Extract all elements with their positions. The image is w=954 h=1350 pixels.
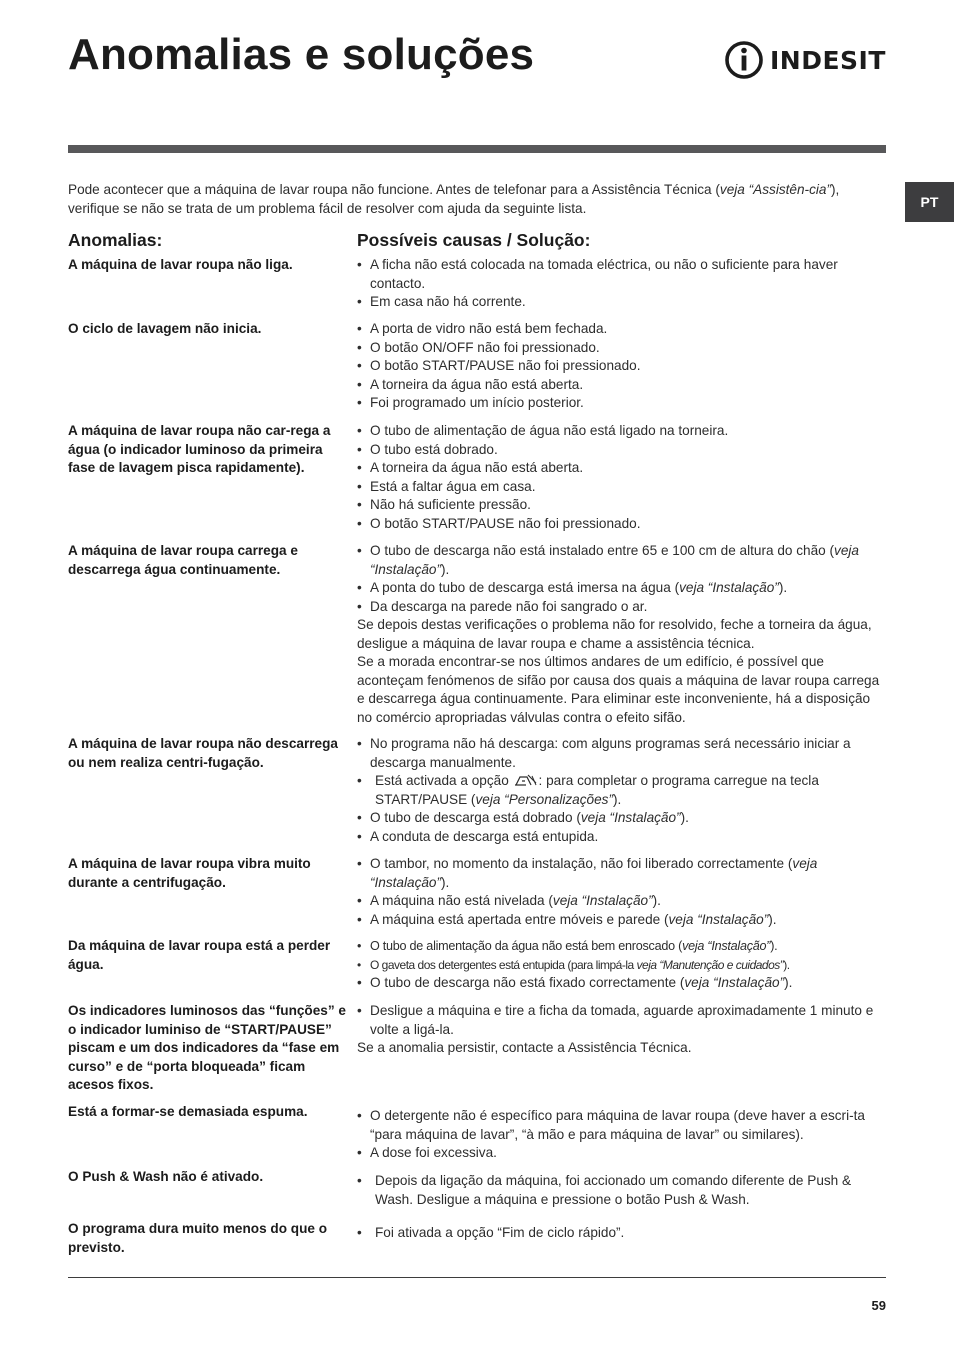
cause-note: Se a anomalia persistir, contacte a Assistência Técnica.	[357, 1040, 692, 1055]
cause-item: • A máquina está apertada entre móveis e parede (veja “Instalação”).	[357, 911, 885, 930]
intro-reference: veja “Assistên-cia”	[719, 182, 831, 197]
cause-note: Se depois destas verificações o problema não for resolvido, feche a torneira da água, desligue a máquina de lavar roupa e chame a assistência técnica.	[357, 617, 872, 651]
causes-list	[357, 735, 885, 846]
causes-list	[357, 1002, 885, 1058]
anomaly-label: O programa dura muito menos do que o previsto.	[68, 1221, 328, 1255]
cause-item: • Em casa não há corrente.	[357, 293, 885, 312]
cause-item: • O tubo de descarga está dobrado (veja “Instalação”).	[357, 809, 885, 828]
cause-item: • A dose foi excessiva.	[357, 1144, 885, 1163]
cause-item: • O tubo está dobrado.	[357, 441, 885, 460]
cause-item: • Desligue a máquina e tire a ficha da tomada, aguarde aproximadamente 1 minuto e volte a ligá-la.	[357, 1002, 885, 1039]
cause-item: • A ponta do tubo de descarga está imersa na água (veja “Instalação”).	[357, 579, 885, 598]
cause-item: • O tubo de alimentação da água não está bem enroscado (veja “Instalação”).	[357, 937, 885, 956]
wash-option-icon	[514, 773, 538, 787]
anomalies-heading: Anomalias:	[68, 230, 163, 250]
anomaly-label: Da máquina de lavar roupa está a perder água.	[68, 938, 331, 972]
causes-heading: Possíveis causas / Solução:	[357, 230, 591, 250]
cause-item: • O tubo de alimentação de água não está ligado na torneira.	[357, 422, 885, 441]
language-tab: PT	[905, 182, 954, 222]
cause-item: • O botão ON/OFF não foi pressionado.	[357, 339, 885, 358]
cause-item: • A torneira da água não está aberta.	[357, 459, 885, 478]
cause-item: • A torneira da água não está aberta.	[357, 376, 885, 395]
cause-item: • O botão START/PAUSE não foi pressionado.	[357, 515, 885, 534]
page-title: Anomalias e soluções	[68, 30, 535, 79]
cause-item: • Da descarga na parede não foi sangrado o ar.	[357, 598, 885, 617]
anomaly-label: O ciclo de lavagem não inicia.	[68, 321, 262, 336]
anomaly-label: A máquina de lavar roupa não liga.	[68, 257, 293, 272]
cause-item: • O botão START/PAUSE não foi pressionado.	[357, 357, 885, 376]
intro-text-after: ), verifique se não se trata de um problema fácil de resolver com ajuda da seguinte lista.	[68, 182, 840, 216]
causes-list	[357, 1107, 885, 1163]
anomaly-label: A máquina de lavar roupa vibra muito durante a centrifugação.	[68, 856, 311, 890]
brand-logo	[724, 40, 886, 80]
cause-item: • Está activada a opção : para completar o programa carregue na tecla START/PAUSE (veja “Personalizações”).	[357, 772, 885, 809]
header-rule	[68, 145, 886, 153]
intro-paragraph	[68, 180, 880, 218]
cause-item: • A máquina não está nivelada (veja “Instalação”).	[357, 892, 885, 911]
footer-rule	[68, 1277, 886, 1278]
anomaly-label: Está a formar-se demasiada espuma.	[68, 1104, 308, 1119]
cause-item: • No programa não há descarga: com alguns programas será necessário iniciar a descarga manualmente.	[357, 735, 885, 772]
anomaly-label: Os indicadores luminosos das “funções” e o indicador luminiso de “START/PAUSE” piscam e um dos indicadores da “fase em curso” e de “porta bloqueada” ficam acesos fixos.	[68, 1003, 346, 1092]
causes-list	[357, 855, 885, 929]
info-logo-icon	[724, 40, 764, 80]
anomaly-label: A máquina de lavar roupa carrega e descarrega água continuamente.	[68, 543, 298, 577]
causes-list	[357, 256, 885, 312]
anomaly-label: A máquina de lavar roupa não descarrega ou nem realiza centri-fugação.	[68, 736, 338, 770]
cause-note: Se a morada encontrar-se nos últimos andares de um edifício, é possível que aconteçam fenómenos de sifão por causa dos quais a máquina de lavar roupa carrega e descarrega água continuamente. Para eliminar este inconveniente, há a disposição no comércio apropriadas válvulas contra o efeito sifão.	[357, 654, 880, 725]
anomaly-label: O Push & Wash não é ativado.	[68, 1169, 264, 1184]
cause-item: • O tambor, no momento da instalação, não foi liberado correctamente (veja “Instalação”).	[357, 855, 885, 892]
cause-item: • Não há suficiente pressão.	[357, 496, 885, 515]
cause-item: • O detergente não é específico para máquina de lavar roupa (deve haver a escri-ta “para máquina de lavar”, “à mão e para máquina de lavar” ou similares).	[357, 1107, 885, 1144]
causes-list	[357, 542, 885, 727]
causes-list	[357, 1172, 885, 1209]
brand-name: INDESIT	[770, 45, 886, 75]
intro-text-before: Pode acontecer que a máquina de lavar roupa não funcione. Antes de telefonar para a Assistência Técnica (	[68, 182, 720, 197]
cause-item: • A porta de vidro não está bem fechada.	[357, 320, 885, 339]
causes-list	[357, 937, 885, 993]
cause-item: • A ficha não está colocada na tomada eléctrica, ou não o suficiente para haver contacto.	[357, 256, 885, 293]
cause-item: • O tubo de descarga não está instalado entre 65 e 100 cm de altura do chão (veja “Instalação”).	[357, 542, 885, 579]
cause-item: • A conduta de descarga está entupida.	[357, 828, 885, 847]
cause-item: • O gaveta dos detergentes está entupida (para limpá-la veja “Manutenção e cuidados”).	[357, 956, 885, 975]
causes-list	[357, 422, 885, 533]
anomaly-label: A máquina de lavar roupa não car-rega a água (o indicador luminoso da primeira fase de lavagem pisca rapidamente).	[68, 423, 331, 475]
cause-item: • Foi ativada a opção “Fim de ciclo rápido”.	[357, 1224, 885, 1243]
page-number: 59	[871, 1298, 886, 1313]
causes-list	[357, 320, 885, 413]
causes-list	[357, 1224, 885, 1243]
cause-item: • Foi programado um início posterior.	[357, 394, 885, 413]
cause-item: • Depois da ligação da máquina, foi accionado um comando diferente de Push & Wash. Desligue a máquina e pressione o botão Push & Wash.	[357, 1172, 885, 1209]
cause-item: • O tubo de descarga não está fixado correctamente (veja “Instalação”).	[357, 974, 885, 993]
cause-item: • Está a faltar água em casa.	[357, 478, 885, 497]
